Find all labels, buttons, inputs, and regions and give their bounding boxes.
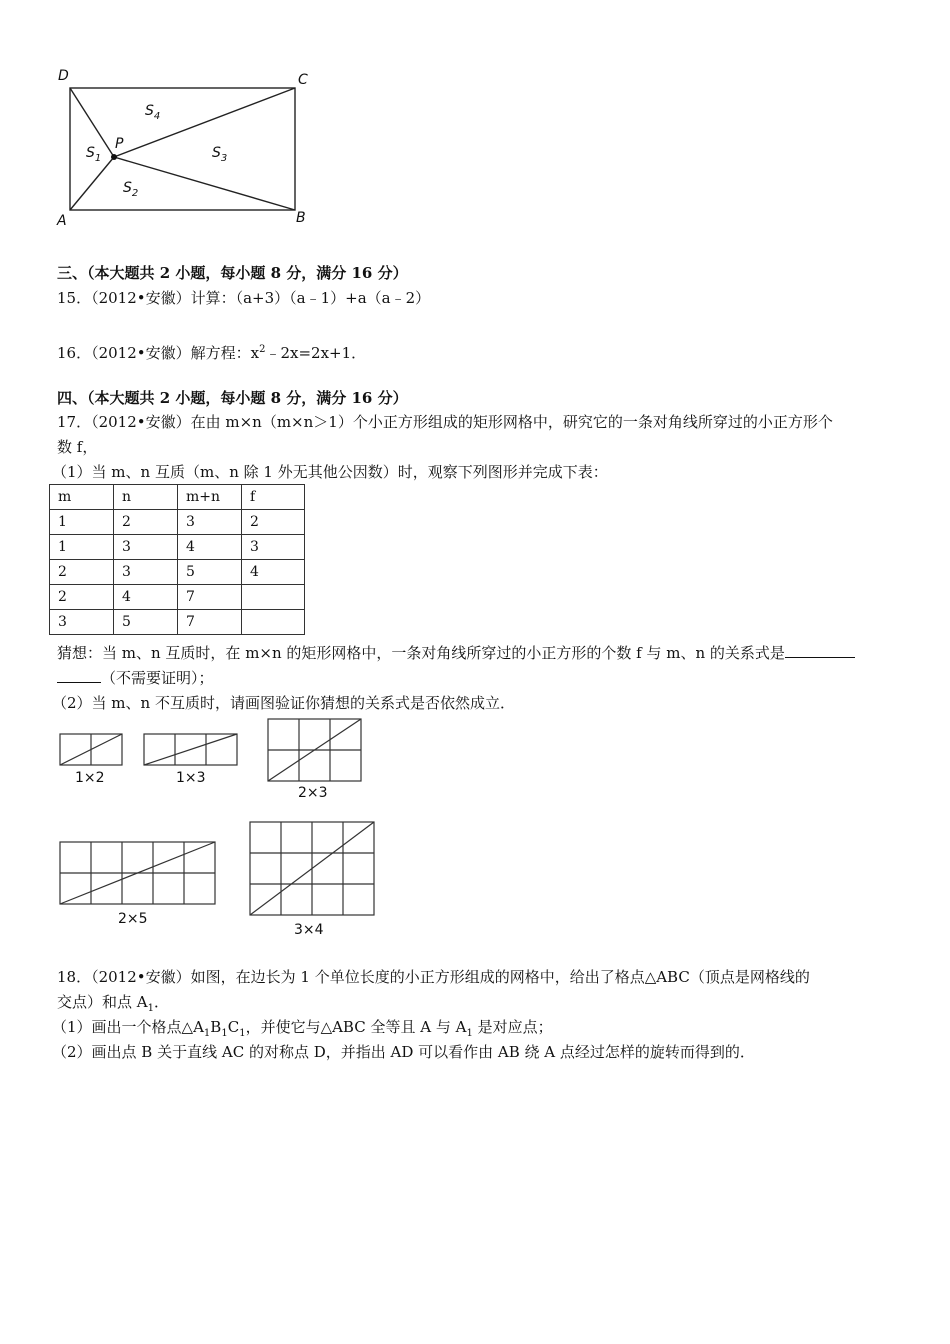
table-header-cell: f bbox=[242, 485, 305, 510]
table-cell: 4 bbox=[242, 560, 305, 585]
grid-3x4 bbox=[248, 820, 378, 917]
table-cell: 2 bbox=[242, 510, 305, 535]
table-row bbox=[50, 510, 305, 535]
table-row bbox=[50, 585, 305, 610]
table-header-cell: m bbox=[50, 485, 114, 510]
grid-label-2x3: 2×3 bbox=[298, 785, 328, 801]
table-cell: 1 bbox=[50, 535, 114, 560]
table-row bbox=[50, 610, 305, 635]
label-a: A bbox=[57, 213, 67, 229]
question-18-line1: 18．（2012•安徽）如图，在边长为 1 个单位长度的小正方形组成的网格中，给出了格点△ABC（顶点是网格线的 bbox=[57, 968, 810, 986]
question-18-line2: 交点）和点 $A_1$． bbox=[57, 993, 169, 1014]
guess-line2: （不需要证明）； bbox=[57, 668, 214, 688]
grid-label-2x5: 2×5 bbox=[118, 911, 148, 927]
question-17-part2: （2）当 m、n 不互质时，请画图验证你猜想的关系式是否依然成立． bbox=[52, 694, 515, 712]
label-p: P bbox=[115, 136, 124, 152]
table-row bbox=[50, 535, 305, 560]
question-17-line2: 数 f， bbox=[57, 438, 98, 456]
question-18-part1: （1）画出一个格点$\triangle A_1B_1C_1$，并使它与△ABC 全等且 A 与 $A_1$ 是对应点； bbox=[52, 1018, 553, 1039]
table-cell bbox=[242, 585, 305, 610]
grid-label-1x3: 1×3 bbox=[176, 770, 206, 786]
table-cell: 3 bbox=[50, 610, 114, 635]
segment-pa bbox=[70, 157, 114, 210]
guess-line1: 猜想：当 m、n 互质时，在 m×n 的矩形网格中，一条对角线所穿过的小正方形的个数 f 与 m、n 的关系式是 bbox=[57, 643, 855, 663]
table-cell: 4 bbox=[178, 535, 242, 560]
table-cell: 5 bbox=[114, 610, 178, 635]
table-cell: 3 bbox=[178, 510, 242, 535]
table-row bbox=[50, 560, 305, 585]
table-header-cell: n bbox=[114, 485, 178, 510]
point-p bbox=[111, 154, 117, 160]
table-cell: 7 bbox=[178, 585, 242, 610]
section3-heading: 三、（本大题共 2 小题，每小题 8 分，满分 16 分） bbox=[57, 264, 408, 282]
question-18-part2: （2）画出点 B 关于直线 AC 的对称点 D，并指出 AD 可以看作由 AB 绕 A 点经过怎样的旋转而得到的． bbox=[52, 1043, 755, 1061]
table-cell: 3 bbox=[242, 535, 305, 560]
question-16: 16．（2012•安徽）解方程：$x^2﹣2x=2x+1$． bbox=[57, 344, 367, 362]
data-table bbox=[49, 484, 305, 635]
question-17-part1: （1）当 m、n 互质（m、n 除 1 外无其他公因数）时，观察下列图形并完成下表： bbox=[52, 463, 608, 481]
label-s3: $S_3$ bbox=[212, 145, 228, 164]
label-s1: $S_1$ bbox=[86, 145, 102, 164]
grid-2x5 bbox=[58, 840, 218, 906]
grid-1x3 bbox=[142, 732, 240, 768]
grid-2x3 bbox=[266, 717, 364, 783]
label-s2: $S_2$ bbox=[123, 180, 139, 199]
rectangle-abcd bbox=[70, 88, 295, 210]
grid-1x2 bbox=[58, 732, 126, 768]
question-15: 15．（2012•安徽）计算：（a+3）（a﹣1）+a（a﹣2） bbox=[57, 289, 431, 307]
grid-label-1x2: 1×2 bbox=[75, 770, 105, 786]
segment-pc bbox=[114, 88, 295, 157]
table-cell: 2 bbox=[50, 585, 114, 610]
label-c: C bbox=[298, 72, 308, 88]
grid-label-3x4: 3×4 bbox=[294, 922, 324, 938]
label-b: B bbox=[296, 210, 306, 226]
table-header-cell: m+n bbox=[178, 485, 242, 510]
table-cell: 2 bbox=[114, 510, 178, 535]
label-d: D bbox=[58, 68, 69, 84]
question-17-line1: 17．（2012•安徽）在由 m×n（m×n＞1）个小正方形组成的矩形网格中，研究它的一条对角线所穿过的小正方形个 bbox=[57, 413, 833, 431]
table-cell: 4 bbox=[114, 585, 178, 610]
table-cell: 3 bbox=[114, 560, 178, 585]
table-cell bbox=[242, 610, 305, 635]
table-cell: 1 bbox=[50, 510, 114, 535]
section4-heading: 四、（本大题共 2 小题，每小题 8 分，满分 16 分） bbox=[57, 389, 408, 407]
table-cell: 7 bbox=[178, 610, 242, 635]
table-cell: 5 bbox=[178, 560, 242, 585]
table-cell: 3 bbox=[114, 535, 178, 560]
table-header-row bbox=[50, 485, 305, 510]
table-cell: 2 bbox=[50, 560, 114, 585]
label-s4: $S_4$ bbox=[145, 103, 161, 122]
segment-pb bbox=[114, 157, 295, 210]
